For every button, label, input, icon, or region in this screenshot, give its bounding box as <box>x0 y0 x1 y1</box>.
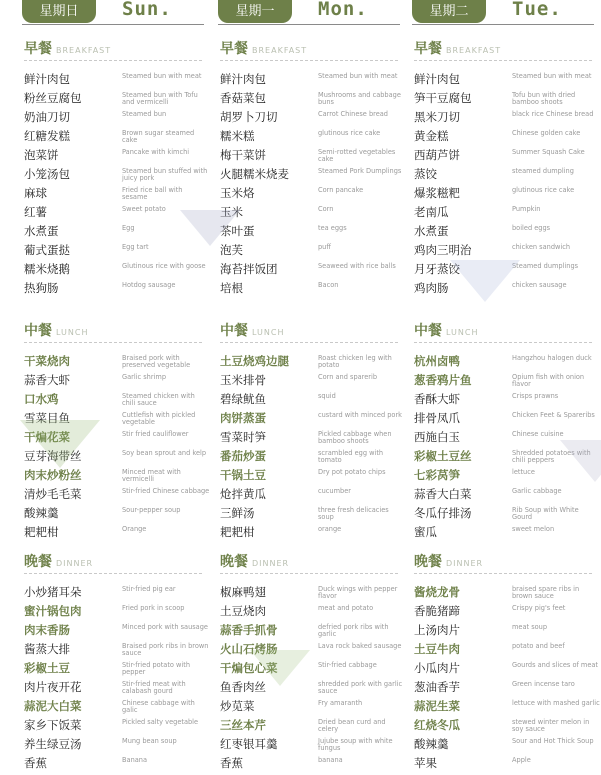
dish-name-en: Steamed bun with meat <box>122 72 202 80</box>
dish-name-zh: 鸡肉三明治 <box>414 243 472 257</box>
section-title-zh: 早餐 <box>24 41 52 57</box>
dish-name-zh: 玉米烙 <box>220 186 255 200</box>
dish-name-en: glutinous rice cake <box>512 186 575 194</box>
day-label-en: Sun. <box>122 0 172 20</box>
dish-name-en: stewed winter melon in soy sauce <box>512 718 590 733</box>
dish-name-en: Steamed bun with meat <box>512 72 592 80</box>
dish-name-en: Banana <box>122 756 148 764</box>
dish-name-zh: 红枣银耳羹 <box>220 737 278 751</box>
dish-name-en: custard with minced pork <box>318 411 402 419</box>
dish-name-zh: 糯米糕 <box>220 129 255 143</box>
dish-name-zh: 胡罗卜刀切 <box>220 110 278 124</box>
dish-name-zh: 粉丝豆腐包 <box>24 91 82 105</box>
dish-name-zh: 酱烧龙骨 <box>414 585 460 599</box>
dish-name-en: banana <box>318 756 343 764</box>
dish-name-en: Chicken Feet & Spareribs <box>512 411 595 419</box>
dish-name-en: Stir-fried meat with calabash gourd <box>122 680 186 695</box>
dish-name-en: Seaweed with rice balls <box>318 262 396 270</box>
dish-name-zh: 肉末炒粉丝 <box>24 468 82 482</box>
dish-name-en: braised spare ribs in brown sauce <box>512 585 580 600</box>
dish-name-en: Cuttlefish with pickled vegetable <box>122 411 196 426</box>
dish-name-en: Corn pancake <box>318 186 364 194</box>
dish-name-en: Minced meat with vermicelli <box>122 468 181 483</box>
dish-name-zh: 干煸包心菜 <box>220 661 278 675</box>
dish-name-zh: 泡菜饼 <box>24 148 59 162</box>
dish-name-en: Steamed chicken with chili sauce <box>122 392 195 407</box>
dish-name-zh: 鸡肉肠 <box>414 281 449 295</box>
dish-name-zh: 玉米 <box>220 205 243 219</box>
dish-name-en: squid <box>318 392 336 400</box>
dish-name-en: Braised pork with preserved vegetable <box>122 354 191 369</box>
day-column <box>412 0 601 775</box>
dish-name-zh: 冬瓜仔排汤 <box>414 506 472 520</box>
dish-names-en <box>318 353 406 543</box>
dish-name-zh: 土豆烧肉 <box>220 604 266 618</box>
dish-name-en: Dry pot potato chips <box>318 468 386 476</box>
dish-name-zh: 椒麻鸭翅 <box>220 585 266 599</box>
dish-name-zh: 干菜烧肉 <box>24 354 70 368</box>
dish-name-en: Steamed Pork Dumplings <box>318 167 402 175</box>
dish-name-zh: 蒜香大虾 <box>24 373 70 387</box>
dish-name-zh: 蜜瓜 <box>414 525 437 539</box>
dish-name-zh: 杭州卤鸭 <box>414 354 460 368</box>
dish-name-zh: 蒜香手抓骨 <box>220 623 278 637</box>
dish-name-zh: 苹果 <box>414 756 437 770</box>
dish-name-zh: 水煮蛋 <box>414 224 449 238</box>
dashed-divider <box>24 573 202 574</box>
dish-name-zh: 爆浆糍粑 <box>414 186 460 200</box>
dashed-divider <box>220 573 398 574</box>
dish-name-zh: 红烧冬瓜 <box>414 718 460 732</box>
dish-name-en: steamed dumpling <box>512 167 574 175</box>
dish-names-zh <box>414 353 472 543</box>
day-label-en: Tue. <box>512 0 562 20</box>
section-title <box>220 38 400 56</box>
section-title-zh: 晚餐 <box>220 554 248 570</box>
dish-name-en: Corn and sparerib <box>318 373 378 381</box>
dish-name-zh: 干锅土豆 <box>220 468 266 482</box>
dish-name-en: Hangzhou halogen duck <box>512 354 592 362</box>
dish-name-en: Jujube soup with white fungus <box>318 737 393 752</box>
decorative-triangle <box>20 420 100 468</box>
day-label-zh: 星期一 <box>218 0 292 23</box>
section-title-en: LUNCH <box>446 328 479 337</box>
dish-name-zh: 豆芽海带丝 <box>24 449 82 463</box>
dish-name-zh: 彩椒土豆 <box>24 661 70 675</box>
dish-name-en: Garlic shrimp <box>122 373 167 381</box>
dish-name-zh: 泡芙 <box>220 243 243 257</box>
dish-name-en: Gourds and slices of meat <box>512 661 599 669</box>
dish-names-zh <box>220 71 289 299</box>
dish-names-en <box>512 71 600 299</box>
dish-name-zh: 香酥大虾 <box>414 392 460 406</box>
section-title-zh: 中餐 <box>220 323 248 339</box>
dish-name-zh: 酸辣羹 <box>24 506 59 520</box>
dashed-divider <box>414 573 592 574</box>
dish-name-zh: 家乡下饭菜 <box>24 718 82 732</box>
section-breakfast <box>24 38 208 295</box>
dish-name-zh: 耙耙柑 <box>24 525 59 539</box>
dish-name-en: Minced pork with sausage <box>122 623 208 631</box>
dish-name-zh: 香脆猪蹄 <box>414 604 460 618</box>
dish-name-en: meat and potato <box>318 604 374 612</box>
dish-name-en: scrambled egg with tomato <box>318 449 384 464</box>
divider <box>22 24 204 25</box>
dish-name-zh: 碧绿鱿鱼 <box>220 392 266 406</box>
dish-name-en: potato and beef <box>512 642 565 650</box>
dish-names-en <box>122 353 210 543</box>
section-title-zh: 晚餐 <box>24 554 52 570</box>
section-title-zh: 中餐 <box>24 323 52 339</box>
dish-name-en: Duck wings with pepper flavor <box>318 585 398 600</box>
dish-name-en: Shredded potatoes with chili peppers <box>512 449 591 464</box>
dish-name-zh: 西施白玉 <box>414 430 460 444</box>
dish-name-zh: 上汤肉片 <box>414 623 460 637</box>
dish-name-zh: 鱼香肉丝 <box>220 680 266 694</box>
section-title-en: LUNCH <box>252 328 285 337</box>
section-title <box>24 551 204 569</box>
dish-name-en: Garlic cabbage <box>512 487 562 495</box>
dish-name-zh: 葱香鸦片鱼 <box>414 373 472 387</box>
dish-name-zh: 小笼汤包 <box>24 167 70 181</box>
dish-name-zh: 蒜泥生菜 <box>414 699 460 713</box>
dashed-divider <box>220 342 398 343</box>
section-lunch <box>220 320 402 539</box>
dish-name-zh: 炝拌黄瓜 <box>220 487 266 501</box>
dish-name-en: black rice Chinese bread <box>512 110 594 118</box>
dish-name-en: Crisps prawns <box>512 392 559 400</box>
day-column <box>22 0 212 775</box>
dish-name-en: Hotdog sausage <box>122 281 176 289</box>
dish-name-zh: 雪菜目鱼 <box>24 411 70 425</box>
dashed-divider <box>24 342 202 343</box>
dish-names-en <box>122 71 210 299</box>
dish-name-en: Stir-fried pig ear <box>122 585 176 593</box>
decorative-triangle <box>450 260 520 302</box>
dish-name-en: Egg tart <box>122 243 149 251</box>
section-title-en: BREAKFAST <box>56 46 112 55</box>
dish-name-en: meat soup <box>512 623 548 631</box>
dish-name-zh: 土豆烧鸡边腿 <box>220 354 289 368</box>
dish-name-en: Sour-pepper soup <box>122 506 181 514</box>
dish-name-en: Corn <box>318 205 334 213</box>
section-title-en: LUNCH <box>56 328 89 337</box>
dish-name-zh: 三丝本芹 <box>220 718 266 732</box>
dish-name-zh: 酸辣羹 <box>414 737 449 751</box>
dish-name-en: Bacon <box>318 281 339 289</box>
dish-name-zh: 黑米刀切 <box>414 110 460 124</box>
day-column <box>218 0 408 775</box>
dish-name-en: Steamed bun with meat <box>318 72 398 80</box>
dish-name-en: chicken sandwich <box>512 243 571 251</box>
decorative-triangle <box>560 440 601 482</box>
dish-name-en: Summer Squash Cake <box>512 148 585 156</box>
dish-name-zh: 肉末香肠 <box>24 623 70 637</box>
dish-name-en: Pickled salty vegetable <box>122 718 199 726</box>
dish-names-zh <box>414 584 460 774</box>
day-label-zh: 星期二 <box>412 0 486 23</box>
section-title-zh: 晚餐 <box>414 554 442 570</box>
dish-name-en: Chinese golden cake <box>512 129 581 137</box>
dashed-divider <box>24 60 202 61</box>
dish-name-zh: 小瓜肉片 <box>414 661 460 675</box>
dish-name-zh: 香蕉 <box>220 756 243 770</box>
dish-name-en: Roast chicken leg with potato <box>318 354 392 369</box>
dish-name-en: defried pork ribs with garlic <box>318 623 389 638</box>
dish-name-zh: 香菇菜包 <box>220 91 266 105</box>
dish-name-zh: 炒苋菜 <box>220 699 255 713</box>
dish-name-en: Stir-fried cabbage <box>318 661 377 669</box>
dish-name-zh: 葱油香芋 <box>414 680 460 694</box>
section-title <box>220 551 400 569</box>
dish-name-en: Tofu bun with dried bamboo shoots <box>512 91 576 106</box>
divider <box>412 24 594 25</box>
dish-name-en: Chinese cuisine <box>512 430 564 438</box>
dish-name-en: chicken sausage <box>512 281 567 289</box>
dish-name-zh: 口水鸡 <box>24 392 59 406</box>
dish-name-zh: 番茄炒蛋 <box>220 449 266 463</box>
dish-names-en <box>318 584 406 774</box>
dish-name-en: lettuce <box>512 468 535 476</box>
dish-name-en: boiled eggs <box>512 224 551 232</box>
dish-name-en: puff <box>318 243 331 251</box>
dish-name-en: Steamed dumplings <box>512 262 579 270</box>
dish-name-zh: 红薯 <box>24 205 47 219</box>
dish-name-zh: 耙耙柑 <box>220 525 255 539</box>
dish-name-zh: 梅干菜饼 <box>220 148 266 162</box>
dish-name-en: Brown sugar steamed cake <box>122 129 195 144</box>
section-title <box>414 38 594 56</box>
dish-name-en: Stir-fried potato with pepper <box>122 661 191 676</box>
dish-name-zh: 火山石烤肠 <box>220 642 278 656</box>
dish-name-en: Sweet potato <box>122 205 166 213</box>
section-lunch <box>24 320 210 539</box>
dish-name-zh: 肉片夜开花 <box>24 680 82 694</box>
dish-name-en: Apple <box>512 756 531 764</box>
dish-name-zh: 茶叶蛋 <box>220 224 255 238</box>
dish-name-en: Mung bean soup <box>122 737 177 745</box>
dish-name-zh: 笋干豆腐包 <box>414 91 472 105</box>
dish-name-en: Braised pork ribs in brown sauce <box>122 642 209 657</box>
dashed-divider <box>220 60 398 61</box>
dish-name-en: Mushrooms and cabbage buns <box>318 91 401 106</box>
dish-name-zh: 鲜汁肉包 <box>414 72 460 86</box>
dish-name-zh: 干煸花菜 <box>24 430 70 444</box>
dish-name-en: Pickled cabbage when bamboo shoots <box>318 430 392 445</box>
day-label-en: Mon. <box>318 0 368 20</box>
dish-name-zh: 蜜汁锅包肉 <box>24 604 82 618</box>
dish-name-en: Pumpkin <box>512 205 541 213</box>
dish-name-en: lettuce with mashed garlic <box>512 699 600 707</box>
section-title <box>24 320 204 338</box>
dish-name-en: Rib Soup with White Gourd <box>512 506 579 521</box>
dish-name-zh: 排骨凤爪 <box>414 411 460 425</box>
section-lunch <box>414 320 595 539</box>
dish-name-zh: 蒸饺 <box>414 167 437 181</box>
dish-name-en: Soy bean sprout and kelp <box>122 449 207 457</box>
dish-name-en: Orange <box>122 525 147 533</box>
section-title-en: DINNER <box>56 559 94 568</box>
dish-name-zh: 奶油刀切 <box>24 110 70 124</box>
decorative-triangle <box>180 210 240 246</box>
dish-name-zh: 红糖发糕 <box>24 129 70 143</box>
dashed-divider <box>414 60 592 61</box>
dish-name-zh: 西葫芦饼 <box>414 148 460 162</box>
section-breakfast <box>414 38 594 295</box>
dish-name-en: Steamed bun with Tofu and vermicelli <box>122 91 198 106</box>
day-label-zh: 星期日 <box>22 0 96 23</box>
dish-name-zh: 葡式蛋挞 <box>24 243 70 257</box>
dish-name-zh: 酱蒸大排 <box>24 642 70 656</box>
dish-name-zh: 热狗肠 <box>24 281 59 295</box>
dish-name-zh: 养生绿豆汤 <box>24 737 82 751</box>
dish-names-en <box>512 584 600 774</box>
dish-names-zh <box>220 353 289 543</box>
dish-name-en: Opium fish with onion flavor <box>512 373 585 388</box>
section-title-en: BREAKFAST <box>446 46 502 55</box>
dish-name-en: Glutinous rice with goose <box>122 262 206 270</box>
dish-name-en: glutinous rice cake <box>318 129 381 137</box>
dashed-divider <box>414 342 592 343</box>
dish-name-en: Crispy pig's feet <box>512 604 566 612</box>
section-title <box>24 38 204 56</box>
dish-name-en: sweet melon <box>512 525 555 533</box>
dish-name-zh: 月牙蒸饺 <box>414 262 460 276</box>
dish-name-en: Semi-rotted vegetables cake <box>318 148 396 163</box>
dish-name-zh: 海苔拌饭团 <box>220 262 278 276</box>
section-dinner <box>220 551 403 770</box>
decorative-triangle <box>250 650 310 686</box>
dish-name-en: Fry amaranth <box>318 699 363 707</box>
dish-name-zh: 黄金糕 <box>414 129 449 143</box>
dish-name-zh: 鲜汁肉包 <box>220 72 266 86</box>
dish-name-en: Fried rice ball with sesame <box>122 186 183 201</box>
dish-name-en: Stir-fried Chinese cabbage <box>122 487 210 495</box>
dish-name-en: tea eggs <box>318 224 347 232</box>
dish-name-zh: 彩椒土豆丝 <box>414 449 472 463</box>
dish-name-en: Sour and Hot Thick Soup <box>512 737 594 745</box>
dish-name-en: Dried bean curd and celery <box>318 718 386 733</box>
dish-name-en: Pancake with kimchi <box>122 148 190 156</box>
dish-name-en: Chinese cabbage with galic <box>122 699 195 714</box>
section-title-en: BREAKFAST <box>252 46 308 55</box>
dish-name-en: Lava rock baked sausage <box>318 642 402 650</box>
dish-name-zh: 火腿糯米烧麦 <box>220 167 289 181</box>
dish-name-zh: 玉米排骨 <box>220 373 266 387</box>
dish-name-en: Stir fried cauliflower <box>122 430 189 438</box>
section-title-en: DINNER <box>252 559 290 568</box>
dish-name-en: orange <box>318 525 342 533</box>
dish-name-zh: 肉饼蒸蛋 <box>220 411 266 425</box>
dish-name-zh: 七彩莴笋 <box>414 468 460 482</box>
dish-name-zh: 麻球 <box>24 186 47 200</box>
section-breakfast <box>220 38 402 295</box>
dish-name-zh: 蒜香大白菜 <box>414 487 472 501</box>
dish-name-en: Steamed bun <box>122 110 167 118</box>
section-dinner <box>24 551 209 770</box>
section-title-zh: 早餐 <box>414 41 442 57</box>
section-dinner <box>414 551 600 770</box>
dish-name-zh: 土豆牛肉 <box>414 642 460 656</box>
dish-name-en: Egg <box>122 224 135 232</box>
dish-names-en <box>122 584 210 774</box>
dish-name-zh: 香蕉 <box>24 756 47 770</box>
dish-name-zh: 蒜泥大白菜 <box>24 699 82 713</box>
divider <box>218 24 400 25</box>
dish-name-zh: 雪菜时笋 <box>220 430 266 444</box>
dish-name-zh: 清炒毛毛菜 <box>24 487 82 501</box>
dish-name-zh: 糯米烧鹅 <box>24 262 70 276</box>
dish-name-en: Carrot Chinese bread <box>318 110 388 118</box>
section-title-zh: 中餐 <box>414 323 442 339</box>
dish-name-en: shredded pork with garlic sauce <box>318 680 403 695</box>
dish-names-en <box>318 71 406 299</box>
section-title <box>414 320 594 338</box>
dish-name-zh: 三鲜汤 <box>220 506 255 520</box>
dish-name-en: Steamed bun stuffed with juicy pork <box>122 167 208 182</box>
section-title-zh: 早餐 <box>220 41 248 57</box>
dish-name-zh: 鲜汁肉包 <box>24 72 70 86</box>
dish-name-en: three fresh delicacies soup <box>318 506 389 521</box>
dish-name-zh: 培根 <box>220 281 243 295</box>
dish-names-zh <box>24 584 82 774</box>
dish-name-en: Green incense taro <box>512 680 575 688</box>
dish-name-en: Fried pork in scoop <box>122 604 185 612</box>
dish-name-zh: 老南瓜 <box>414 205 449 219</box>
dish-names-zh <box>24 71 82 299</box>
section-title <box>220 320 400 338</box>
section-title <box>414 551 594 569</box>
dish-name-zh: 水煮蛋 <box>24 224 59 238</box>
section-title-en: DINNER <box>446 559 484 568</box>
dish-name-en: cucumber <box>318 487 351 495</box>
dish-name-zh: 小炒猪耳朵 <box>24 585 82 599</box>
